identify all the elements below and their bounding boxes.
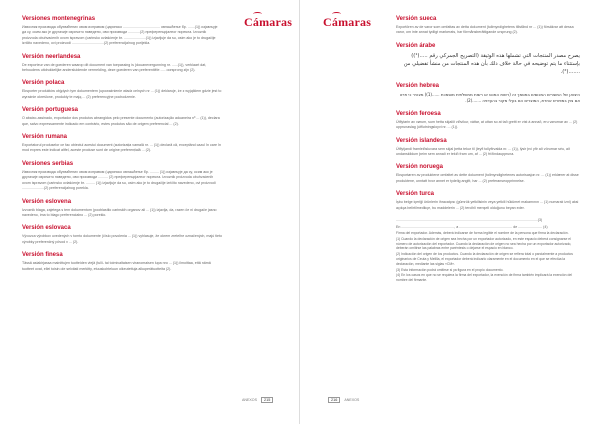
left-column bbox=[22, 16, 222, 279]
section-heading: Versión noruega bbox=[396, 164, 444, 171]
declaration-text: Vývozca výrobkov uvedených v tomto dokumente (číslo povolenia ... (1)) vyhlasuje, že okrem zreteľne označených, majú tieto výrobky preferenčný pôvod v ... (2). bbox=[22, 234, 222, 244]
footer-label: ANEXOS bbox=[344, 398, 360, 402]
section-heading: Versión eslovaca bbox=[22, 225, 71, 232]
section-heading: Versión polaca bbox=[22, 80, 65, 87]
declaration-text: היצואן של המוצרים המכוסים במסמך זה (רשות המכס או רשות ממשלתית מוסמכת ......(1)) מצהיר כי פרט אם צוין במפורש אחרת, המוצרים הם בעלי מקור בהעדפה .......(2). bbox=[399, 91, 580, 103]
section-heading: Versión eslovena bbox=[22, 198, 72, 205]
language-section bbox=[396, 83, 580, 104]
section-heading: Versión rumana bbox=[22, 134, 68, 141]
language-section bbox=[396, 16, 580, 36]
language-section bbox=[22, 134, 222, 154]
language-section bbox=[22, 107, 222, 127]
signature-line: ..............................................................................................................................................(3) bbox=[396, 218, 543, 223]
declaration-text: Exportören av de varor som omfattas av detta dokument (tullmyndighetens tillstånd nr ... (1)) försäkrar att dessa varor, om inte annat tydligt markerats, har förmånsberättigande ursprung (2). bbox=[396, 25, 574, 35]
section-heading: Versiones serbias bbox=[22, 160, 74, 167]
declaration-text: Извозник производа обухваћених овом исправом (царинско ..................................... овлашћење бр. .......(1)) изјављује да су, осим ако је другачије изричито наведено, ови производи ............(2) преференцијалног порекла. Izvoznik proizvoda obuhvaćenih ovom ispravom (carinsko ovlašćenje br. ......................(1)) izjavljuje da su, osim ako je to drugačije izričito navedeno, ovi proizvodi ................................(2) preferencijalnog porijekla. bbox=[22, 25, 218, 46]
language-section bbox=[396, 111, 580, 131]
left-footer bbox=[242, 397, 277, 403]
declaration-text: Tässä asiakirjassa mainittujen tuotteiden viejä (tulli- tai toimivaltaisen viranomaisen lupa nro ... (1)) ilmoittaa, että nämä tuotteet ovat, ellei toisin ole selvästi merkitty, etuuskohteluun oikeutettuja alkuperätuotteita (2). bbox=[22, 261, 211, 271]
camaras-logo: Cámaras bbox=[244, 15, 293, 29]
language-section bbox=[22, 252, 222, 272]
section-heading: Versión neerlandesa bbox=[22, 53, 81, 60]
language-section bbox=[396, 43, 580, 76]
page-number: 215 bbox=[261, 397, 273, 403]
section-heading: Versión islandesa bbox=[396, 137, 447, 144]
language-section bbox=[22, 54, 222, 74]
section-heading: Versión hebrea bbox=[396, 82, 440, 89]
right-page bbox=[300, 0, 600, 424]
right-column bbox=[396, 16, 580, 284]
declaration-text: İşbu belge içeriği ürünlerin ihracatçısı (gümrük yetkilisinin veya yetkili hükümet makamının ... (1) numaralı izni) aksi açıkça belirtilmedikçe, bu maddelerin ... (2) tercihli menşeli olduğunu beyan eder. bbox=[396, 200, 579, 210]
language-section bbox=[22, 80, 222, 100]
section-heading: Versión portuguesa bbox=[22, 107, 79, 114]
declaration-text: O abaixo-assinado, exportador dos produtos abrangidos pelo presente documento (autorização aduaneira nº ... (1)), declara que, salvo expressamente indicado em contrário, estes produtos são de origem preferencial ... (2). bbox=[22, 116, 220, 126]
declaration-text: Eksportøren av produktene omfattet av dette dokument (tollmyndighetenes autorisasjon nr. ... (1)) erklærer at disse produktene, unntatt hvor annet er tydelig angitt, har ... (2) preferanseopprinnelse. bbox=[396, 173, 579, 183]
section-heading: Versión sueca bbox=[396, 16, 437, 22]
language-section bbox=[396, 164, 580, 184]
declaration-text: Eksporter produktów objętych tym dokumentem (upoważnienie władz celnych nr ... (1)) deklaruje, że z wyjątkiem gdzie jest to wyraźnie określone, produkty te mają ... (2) preferencyjne pochodzenie. bbox=[22, 89, 222, 99]
section-heading: Versión turca bbox=[396, 191, 435, 198]
language-section bbox=[22, 161, 222, 192]
declaration-text: Izvoznik blaga, zajetega s tem dokumentom (pooblastilo carinskih organov ali ... (1)) izjavlja, da, razen če ni drugače jasno navedeno, ima to blago preferencialno ... (2) poreklo. bbox=[22, 207, 217, 217]
right-footer bbox=[324, 397, 359, 403]
declaration-text: De exporteur van de goederen waarop dit document van toepassing is (douanevergunning nr. ......(1)), verklaart dat, behoudens uitdrukkelijke andersluidende vermelding, deze goederen van preferentiële ..... oorsprong zijn (2). bbox=[22, 62, 207, 73]
footnote: (3) Esta información podrá omitirse si ya figura en el propio documento. bbox=[396, 267, 504, 272]
language-section bbox=[22, 225, 222, 245]
camaras-logo: Cámaras bbox=[323, 15, 372, 29]
signature-line: En ....................................................., a ..................................................... de ........................ (4) bbox=[396, 225, 548, 230]
declaration-text: Exportatorul produselor ce fac obiectul acestui document (autorizația vamală nr. ... (1)) declară că, exceptând cazul în care în mod expres este indicat altfel, aceste produse sunt de origine preferențială ... (2). bbox=[22, 143, 221, 153]
language-section bbox=[22, 199, 222, 219]
footnote: (1) Cuando la declaración de origen sea hecha por un exportador autorizado, en este espacio deberá consignarse el número de autorización del exportador. Cuando la declaración de origen no sea hecha por un exportador autorizado, deberán omitirse las palabras entre paréntesis o dejarse el espacio en blanco. bbox=[396, 236, 572, 251]
declaration-text: Извозник производа обухваћених овом исправом (царинско овлашћење бр. ......... (1)) изјављује да су, осим ако је другачије изричито наведено, ови производи .......... (2) преференцијалног порекла. Izvoznik proizvoda obuhvaćenih ovom ispravom (carinsko ovlašćenje br. ......... (1)) izjavljuje da su, osim ako je to drugačije izričito navedeno, ovi proizvodi ......................(2) preferencijalnog porekla. bbox=[22, 169, 216, 191]
language-section bbox=[396, 138, 580, 158]
language-section bbox=[396, 191, 580, 211]
language-section bbox=[22, 16, 222, 47]
section-heading: Versión finesa bbox=[22, 252, 63, 259]
footnotes bbox=[396, 231, 580, 283]
footnote: (2) Indicación del origen de los productos. Cuando la declaración de origen se refiera total o parcialmente a productos originarios de Ceuta y Melilla, el exportador deberá indicarlo claramente en el documento en el que se efectúa la declaración, mediante las siglas «CM». bbox=[396, 252, 573, 266]
section-heading: Versión feroesa bbox=[396, 110, 441, 117]
declaration-text: Útflytjandi framleiðsluvara sem skjal þetta tekur til (leyfi tollyfirvalda nr. ... (1)), lýsir því yfir að vörurnar séu, að undanskildum þeim sem annað er tekið fram um, af ... (2) fríðindauppruna. bbox=[396, 146, 570, 157]
footer-label: ANEXOS bbox=[242, 398, 257, 402]
declaration-text: يصرح مصدر المنتجات التي تشملها هذه الوثيقة (التصريح الجمركي رقم .....(¹)) بإستثناء ما يتم توضيحه في حالة خلاف ذلك بأن هذه المنتجات من منشأ تفضيلي من .......(²). bbox=[403, 52, 580, 75]
footnote: (4) En los casos en que no se requiera la firma del exportador, la exención de firma también implicará la exención del nombre del firmante. bbox=[396, 273, 573, 283]
section-heading: Versiones montenegrinas bbox=[22, 16, 96, 22]
footnote: Firma del exportador. Además, deberá indicarse de forma legible el nombre de la persona que firma la declaración. bbox=[396, 231, 569, 236]
section-heading: Versión árabe bbox=[396, 42, 436, 49]
page-number: 216 bbox=[328, 397, 340, 403]
declaration-text: Útflytarin av vørum, sum hetta skjalið viðvíkur, váttar, at uttan so at tað greitt er víst á annað, eru vørurnar av ... (2) upprunaslag (útflutningsloyvi nr. ... (1)). bbox=[396, 119, 578, 130]
